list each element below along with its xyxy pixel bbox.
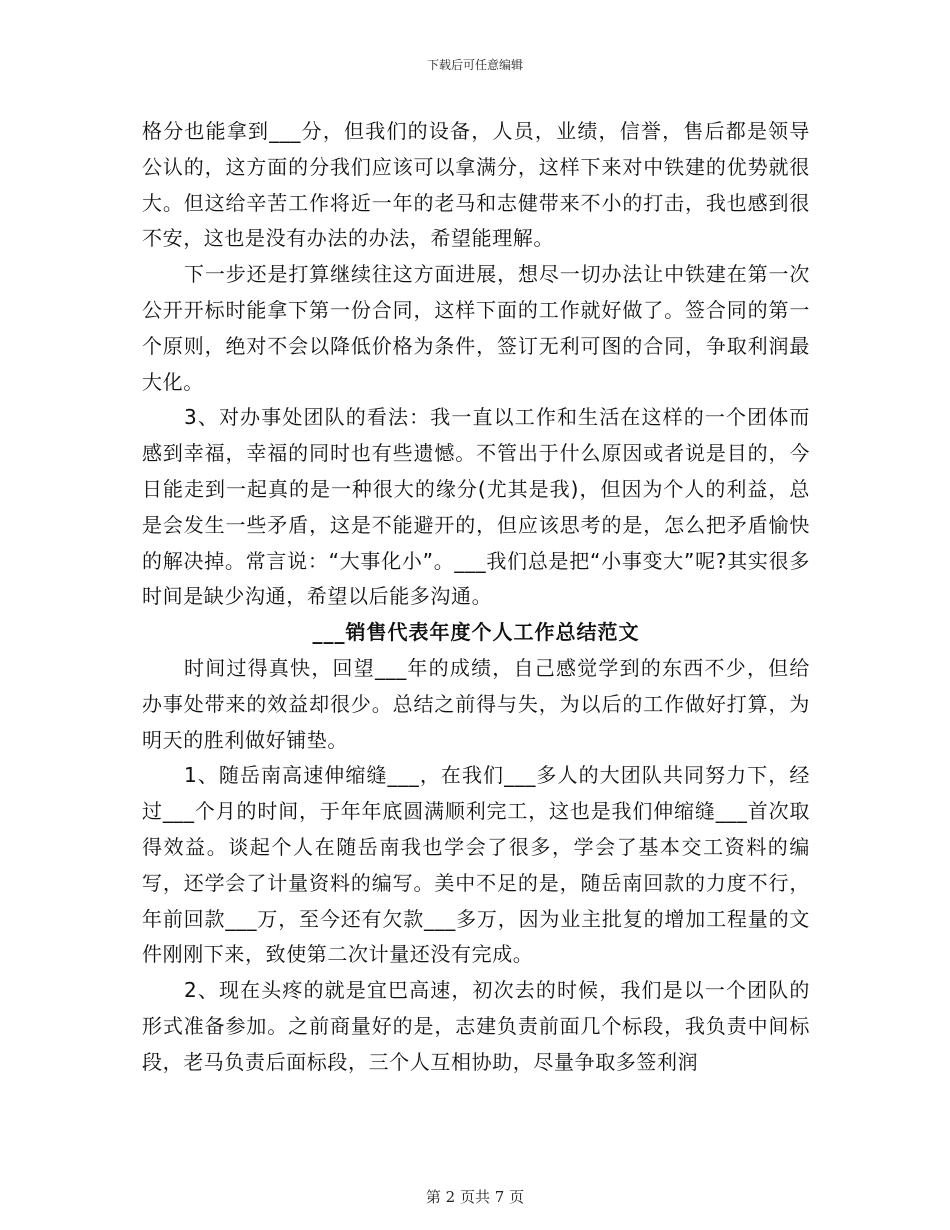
- document-body: [142, 114, 810, 1081]
- paragraph-team-view: 3、对办事处团队的看法：我一直以工作和生活在这样的一个团体而感到幸福，幸福的同时也有些遗憾。不管出于什么原因或者说是目的，今日能走到一起真的是一种很大的缘分(尤其是我)，但因为个人的利益，总是会发生一些矛盾，这是不能避开的，但应该思考的是，怎么把矛盾愉快的解决掉。常言说：“大事化小”。___我们总是把“小事变大”呢?其实很多时间是缺少沟通，希望以后能多沟通。: [142, 405, 810, 609]
- paragraph-intro: 时间过得真快，回望___年的成绩，自己感觉学到的东西不少，但给办事处带来的效益却很少。总结之前得与失，为以后的工作做好打算，为明天的胜利做好铺垫。: [142, 655, 810, 752]
- page-header: 下载后可任意编辑: [426, 58, 523, 72]
- paragraph-item-1: 1、随岳南高速伸缩缝___，在我们___多人的大团队共同努力下，经过___个月的时间，于年年底圆满顺利完工，这也是我们伸缩缝___首次取得效益。谈起个人在随岳南我也学会了很多，学会了基本交工资料的编写，还学会了计量资料的编写。美中不足的是，随岳南回款的力度不行，年前回款___万，至今还有欠款___多万，因为业主批复的增加工程量的文件刚刚下来，致使第二次计量还没有完成。: [142, 763, 810, 967]
- section-heading: ___销售代表年度个人工作总结范文: [312, 620, 640, 645]
- paragraph-continuation: 格分也能拿到___分，但我们的设备，人员，业绩，信誉，售后都是领导公认的，这方面的分我们应该可以拿满分，这样下来对中铁建的优势就很大。但这给辛苦工作将近一年的老马和志健带来不小的打击，我也感到很不安，这也是没有办法的办法，希望能理解。: [142, 119, 810, 251]
- page-footer: 第 2 页共 7 页: [425, 1188, 525, 1206]
- paragraph-next-step: 下一步还是打算继续往这方面进展，想尽一切办法让中铁建在第一次公开开标时能拿下第一份合同，这样下面的工作就好做了。签合同的第一个原则，绝对不会以降低价格为条件，签订无利可图的合同，争取利润最大化。: [142, 262, 810, 394]
- paragraph-item-2: 2、现在头疼的就是宜巴高速，初次去的时候，我们是以一个团队的形式准备参加。之前商量好的是，志建负责前面几个标段，我负责中间标段，老马负责后面标段，三个人互相协助，尽量争取多签利润: [142, 978, 810, 1074]
